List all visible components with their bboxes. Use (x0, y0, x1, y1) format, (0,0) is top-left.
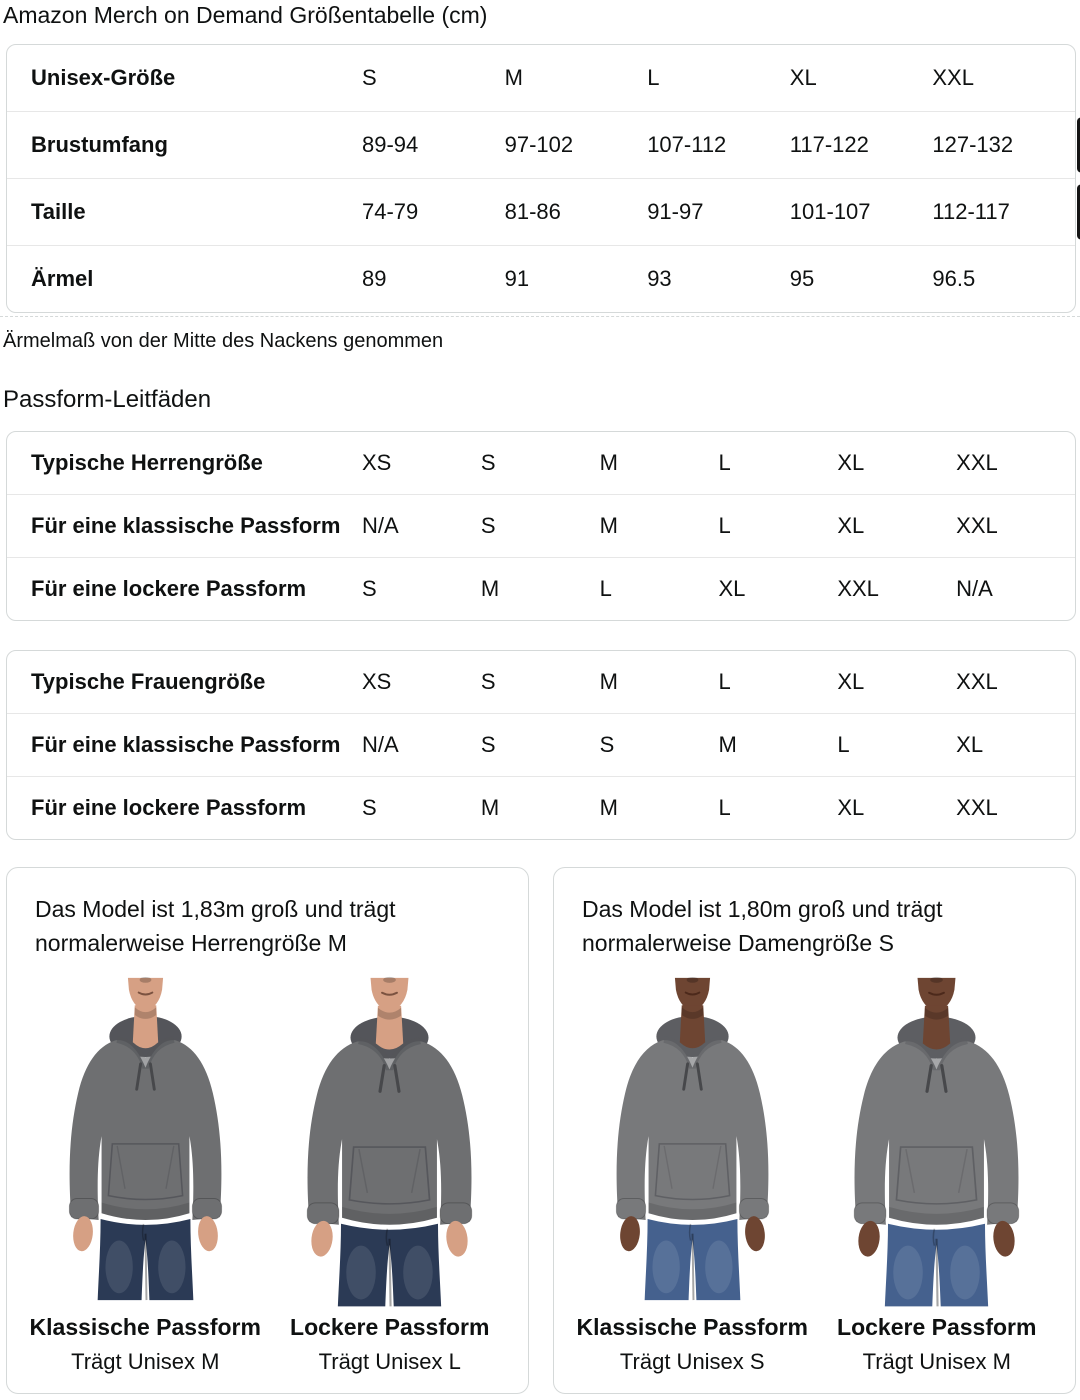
size-cell: S (362, 576, 377, 601)
hoodie-model-illustration (43, 976, 248, 1302)
model-photo-loose-female (834, 976, 1039, 1302)
size-cell: L (718, 795, 731, 820)
size-cell: S (362, 65, 377, 90)
size-caption: Trägt Unisex L (318, 1349, 461, 1374)
size-cell: M (599, 669, 618, 694)
size-caption: Trägt Unisex M (862, 1349, 1011, 1374)
size-cell: 97-102 (504, 132, 574, 157)
size-cell: L (718, 450, 731, 475)
fit-guides-heading: Passform-Leitfäden (3, 386, 212, 413)
size-cell: N/A (362, 732, 399, 757)
table-row (7, 713, 1075, 776)
row-label: Für eine klassische Passform (31, 513, 341, 538)
size-cell: L (647, 65, 660, 90)
hoodie-model-illustration (279, 976, 500, 1309)
model-figure-classic (570, 976, 815, 1375)
size-cell: XL (837, 795, 865, 820)
model-cards-row (6, 867, 1076, 1394)
table-row (7, 245, 1075, 312)
model-figure-loose (815, 976, 1060, 1375)
size-cell: 112-117 (932, 199, 1010, 224)
row-label: Für eine klassische Passform (31, 732, 341, 757)
row-label: Für eine lockere Passform (31, 795, 307, 820)
size-cell: M (504, 65, 523, 90)
row-label: Typische Herrengröße (31, 450, 263, 475)
size-cell: M (599, 450, 618, 475)
size-cell: 107-112 (647, 132, 727, 157)
size-cell: S (480, 732, 496, 757)
page-title: Amazon Merch on Demand Größentabelle (cm) (3, 2, 488, 28)
size-cell: 93 (647, 266, 672, 291)
figures-row (23, 976, 512, 1375)
unisex-size-table[interactable] (6, 44, 1076, 313)
model-figure-classic (23, 976, 268, 1375)
female-model-card (553, 867, 1076, 1394)
fit-caption: Lockere Passform (837, 1314, 1037, 1340)
size-cell: N/A (362, 513, 399, 538)
size-cell: XL (956, 732, 984, 757)
model-description: Das Model ist 1,80m groß und trägt normalerweise Damengröße S (582, 896, 943, 956)
fit-caption: Klassische Passform (29, 1314, 261, 1340)
womens-fit-table (6, 650, 1076, 840)
row-label: Ärmel (31, 266, 94, 291)
size-cell: 81-86 (504, 199, 561, 224)
size-cell: XS (362, 669, 392, 694)
size-cell: S (480, 669, 496, 694)
table-row (7, 111, 1075, 178)
table-row (7, 494, 1075, 557)
size-cell: M (718, 732, 737, 757)
size-cell: 96.5 (932, 266, 976, 291)
dashed-divider (0, 316, 1080, 317)
size-cell: XXL (837, 576, 879, 601)
size-cell: M (599, 795, 618, 820)
figures-row (570, 976, 1059, 1375)
size-cell: 74-79 (362, 199, 419, 224)
size-cell: XXL (956, 795, 998, 820)
table-row (7, 557, 1075, 620)
size-caption: Trägt Unisex S (619, 1349, 765, 1374)
male-model-card (6, 867, 529, 1394)
size-cell: N/A (956, 576, 993, 601)
table-row (7, 651, 1075, 713)
row-label: Brustumfang (31, 132, 168, 157)
size-cell: XXL (956, 450, 998, 475)
size-cell: 89-94 (362, 132, 419, 157)
size-caption: Trägt Unisex M (71, 1349, 220, 1374)
size-cell: M (599, 513, 618, 538)
mens-fit-table (6, 431, 1076, 621)
row-label: Für eine lockere Passform (31, 576, 307, 601)
size-cell: XXL (956, 513, 998, 538)
hoodie-model-illustration (590, 976, 795, 1302)
size-cell: L (718, 513, 731, 538)
size-cell: 89 (362, 266, 387, 291)
size-cell: L (599, 576, 612, 601)
size-cell: 95 (789, 266, 815, 291)
table-row (7, 432, 1075, 494)
size-cell: XS (362, 450, 392, 475)
size-cell: XL (837, 450, 865, 475)
model-photo-classic-male (43, 976, 248, 1302)
size-cell: XL (837, 513, 865, 538)
size-cell: XXL (932, 65, 974, 90)
fit-caption: Lockere Passform (290, 1314, 490, 1340)
fit-caption: Klassische Passform (576, 1314, 808, 1340)
table-row (7, 45, 1075, 111)
size-cell: XXL (956, 669, 998, 694)
size-cell: S (480, 450, 496, 475)
size-cell: M (480, 795, 500, 820)
size-cell: 91 (504, 266, 530, 291)
size-cell: 91-97 (647, 199, 704, 224)
row-label: Unisex-Größe (31, 65, 176, 90)
size-cell: L (718, 669, 731, 694)
size-cell: L (837, 732, 850, 757)
row-label: Typische Frauengröße (31, 669, 266, 694)
size-cell: XL (718, 576, 746, 601)
size-cell: XL (789, 65, 817, 90)
size-cell: M (480, 576, 500, 601)
hoodie-model-illustration (826, 976, 1047, 1309)
size-cell: S (599, 732, 615, 757)
table-row (7, 776, 1075, 839)
size-cell: 101-107 (789, 199, 871, 224)
row-label: Taille (31, 199, 86, 224)
size-cell: S (480, 513, 496, 538)
model-photo-classic-female (590, 976, 795, 1302)
model-photo-loose-male (287, 976, 492, 1302)
sleeve-measure-note: Ärmelmaß von der Mitte des Nackens genommen (3, 330, 444, 352)
model-figure-loose (268, 976, 513, 1375)
size-cell: S (362, 795, 377, 820)
model-description: Das Model ist 1,83m groß und trägt normalerweise Herrengröße M (35, 896, 396, 956)
size-cell: 127-132 (932, 132, 1014, 157)
table-row (7, 178, 1075, 245)
size-cell: XL (837, 669, 865, 694)
size-cell: 117-122 (789, 132, 869, 157)
